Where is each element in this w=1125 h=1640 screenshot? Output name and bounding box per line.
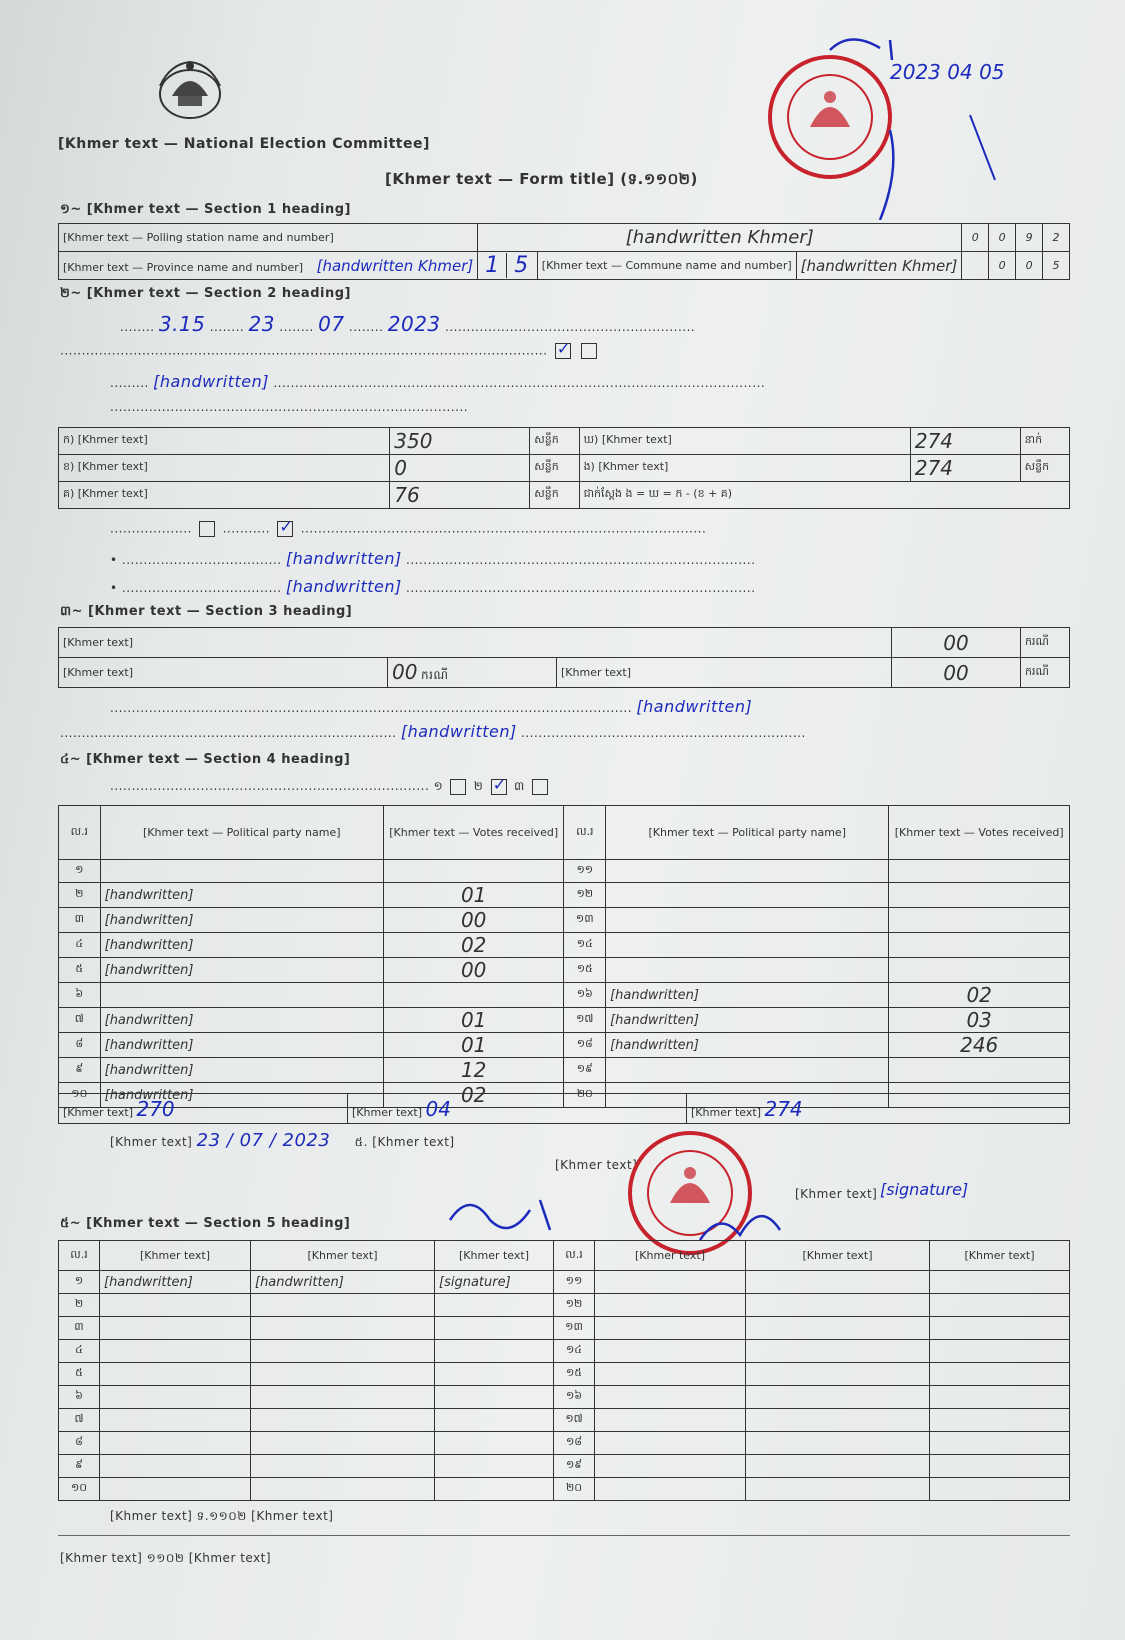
s4-col-votes: [Khmer text — Votes received] <box>383 806 564 860</box>
committee-name: [Khmer text — National Election Committee] <box>58 136 430 152</box>
table-row <box>59 1455 1070 1478</box>
s2-checkbox-a[interactable] <box>199 521 215 537</box>
agent-name <box>100 1340 251 1363</box>
s5-col-no: ល.រ <box>554 1241 595 1271</box>
table-row <box>59 1271 1070 1294</box>
s4-paper-line: .......................................................................... ១ ២ ✓ ៣ <box>110 778 1010 796</box>
party-name <box>100 860 383 883</box>
table-row <box>59 1386 1070 1409</box>
s3-row2-mid-label: [Khmer text] <box>557 658 892 688</box>
handwritten-stamp-annotation-icon <box>820 20 1020 220</box>
s4-total-invalid-label: [Khmer text] <box>352 1105 422 1119</box>
party-name: [handwritten] <box>100 1058 383 1083</box>
s4-total-valid: 270 <box>136 1096 175 1121</box>
table-row <box>59 860 1070 883</box>
s2-item-k-value: 350 <box>390 428 530 455</box>
agent-party <box>746 1409 930 1432</box>
s2-checkbox-b[interactable] <box>277 521 293 537</box>
s2-unit: សន្លឹក <box>530 428 579 455</box>
agent-party <box>746 1294 930 1317</box>
party-votes <box>889 958 1070 983</box>
agent-name <box>595 1386 746 1409</box>
s5-col-no: ល.រ <box>59 1241 100 1271</box>
s1-row1-label: [Khmer text — Polling station name and number] <box>59 224 478 252</box>
row-number: ២០ <box>564 1083 606 1108</box>
agent-party <box>746 1478 930 1501</box>
s2-day: 23 <box>248 312 275 336</box>
agent-signature <box>930 1455 1070 1478</box>
party-votes <box>889 933 1070 958</box>
s3-unit: ករណី <box>420 668 449 682</box>
agent-name <box>100 1432 251 1455</box>
agent-party <box>251 1363 435 1386</box>
agent-party <box>746 1386 930 1409</box>
section2-heading: ២~ [Khmer text — Section 2 heading] <box>60 286 351 301</box>
form-title: [Khmer text — Form title] (ទ.១១០២) <box>385 170 698 188</box>
party-name <box>606 933 889 958</box>
agent-name <box>100 1478 251 1501</box>
section4-heading: ៤~ [Khmer text — Section 4 heading] <box>60 752 351 767</box>
row-number: ១០ <box>59 1083 101 1108</box>
row-number: ១៥ <box>564 958 606 983</box>
party-votes <box>383 860 564 883</box>
s2-item-k-label: ក) [Khmer text] <box>59 428 390 455</box>
row-number: ២ <box>59 1294 100 1317</box>
row-number: ៥ <box>59 1363 100 1386</box>
s2-bullet1: • ..................................... [handwritten] ................................................................................. <box>110 549 756 568</box>
s1-digit: 0 <box>1016 252 1043 280</box>
row-number: ១៨ <box>554 1432 595 1455</box>
row-number: ៣ <box>59 908 101 933</box>
s4-col-votes: [Khmer text — Votes received] <box>889 806 1070 860</box>
row-number: ២០ <box>554 1478 595 1501</box>
s5-signature-table <box>58 1240 1070 1501</box>
s3-row2-label: [Khmer text] <box>59 658 388 688</box>
agent-signature <box>930 1340 1070 1363</box>
table-row <box>59 1363 1070 1386</box>
party-votes: 01 <box>383 883 564 908</box>
party-votes <box>889 1058 1070 1083</box>
s1-digit: 5 <box>506 253 535 278</box>
table-row <box>59 1340 1070 1363</box>
row-number: ៦ <box>59 983 101 1008</box>
s4-date-label: [Khmer text] <box>110 1135 193 1149</box>
party-votes <box>889 860 1070 883</box>
agent-name <box>595 1271 746 1294</box>
s2-intro-line: ................................................................................... <box>110 400 469 414</box>
party-name: [handwritten] <box>100 883 383 908</box>
agent-signature <box>435 1317 554 1340</box>
party-name <box>100 983 383 1008</box>
agent-name <box>100 1386 251 1409</box>
party-votes: 00 <box>383 958 564 983</box>
party-votes <box>383 983 564 1008</box>
party-name: [handwritten] <box>606 983 889 1008</box>
row-number: ៣ <box>59 1317 100 1340</box>
agent-name <box>595 1317 746 1340</box>
agent-name <box>595 1340 746 1363</box>
party-votes: 02 <box>383 1083 564 1108</box>
s5-col-sign: [Khmer text] <box>930 1241 1070 1271</box>
row-number: ១៥ <box>554 1363 595 1386</box>
table-row <box>59 958 1070 983</box>
row-number: ១១ <box>554 1271 595 1294</box>
agent-signature <box>435 1432 554 1455</box>
row-number: ១៣ <box>564 908 606 933</box>
table-row <box>59 1478 1070 1501</box>
agent-signature <box>930 1317 1070 1340</box>
section3-heading: ៣~ [Khmer text — Section 3 heading] <box>60 604 353 619</box>
table-row <box>59 883 1070 908</box>
party-name <box>606 1058 889 1083</box>
s2-item-kh-label: ខ) [Khmer text] <box>59 455 390 482</box>
s2-item-y-value: 274 <box>910 428 1020 455</box>
agent-signature <box>435 1294 554 1317</box>
party-name: [handwritten] <box>100 1083 383 1108</box>
agent-name <box>100 1409 251 1432</box>
agent-party <box>746 1340 930 1363</box>
s4-results-table <box>58 805 1070 1108</box>
agent-signature <box>930 1271 1070 1294</box>
s1-digit: 5 <box>1043 252 1070 280</box>
party-votes: 02 <box>383 933 564 958</box>
s3-row1-value: 00 <box>892 628 1021 658</box>
agent-party <box>251 1340 435 1363</box>
agent-signature <box>435 1478 554 1501</box>
s1-row2-mid-label: [Khmer text — Commune name and number] <box>537 252 796 280</box>
s2-unit: នាក់ <box>1020 428 1069 455</box>
row-number: ៤ <box>59 1340 100 1363</box>
agent-party <box>746 1363 930 1386</box>
s2-notes-value: [handwritten] <box>153 372 270 391</box>
party-name: [handwritten] <box>100 958 383 983</box>
row-number: ១ <box>59 860 101 883</box>
s4-checkbox-1[interactable] <box>450 779 466 795</box>
agent-name <box>595 1478 746 1501</box>
row-number: ១០ <box>59 1478 100 1501</box>
agent-signature <box>930 1386 1070 1409</box>
table-row <box>59 1294 1070 1317</box>
row-number: ៦ <box>59 1386 100 1409</box>
party-name: [handwritten] <box>100 1008 383 1033</box>
table-row <box>59 1409 1070 1432</box>
row-number: ១៩ <box>554 1455 595 1478</box>
s4-checkbox-2[interactable] <box>491 779 507 795</box>
s4-total-box-label: [Khmer text] <box>691 1105 761 1119</box>
s2-unit: សន្លឹក <box>530 455 579 482</box>
s2-check-line: ................... ........... ✓ .............................................................................................. <box>110 521 1060 537</box>
row-number: ៥ <box>59 958 101 983</box>
s2-item-ng-value: 274 <box>910 455 1020 482</box>
party-votes: 01 <box>383 1008 564 1033</box>
s4-col-no: ល.រ <box>59 806 101 860</box>
party-name: [handwritten] <box>100 1033 383 1058</box>
agent-name <box>100 1294 251 1317</box>
party-name <box>606 958 889 983</box>
row-number: ១៧ <box>564 1008 606 1033</box>
s2-month: 07 <box>318 312 345 336</box>
agent-name <box>595 1363 746 1386</box>
row-number: ៨ <box>59 1033 101 1058</box>
s2-formula: ជាក់ស្តែង ង = ឃ = ក - (ខ + គ) <box>579 482 1069 509</box>
party-name <box>606 908 889 933</box>
agent-party <box>251 1478 435 1501</box>
s4-total-box: 274 <box>764 1096 803 1121</box>
party-votes: 01 <box>383 1033 564 1058</box>
agent-signature: [signature] <box>435 1271 554 1294</box>
agent-signature <box>435 1340 554 1363</box>
party-name: [handwritten] <box>606 1033 889 1058</box>
s3-row1-label: [Khmer text] <box>59 628 892 658</box>
s2-checkbox-no[interactable] <box>581 343 597 359</box>
table-row <box>59 1317 1070 1340</box>
s4-date-line <box>110 1130 455 1152</box>
table-row <box>59 1033 1070 1058</box>
party-name: [handwritten] <box>606 1008 889 1033</box>
s4-col-party: [Khmer text — Political party name] <box>100 806 383 860</box>
s1-row2-value2: [handwritten Khmer] <box>796 252 962 280</box>
s3-row2-value: 00 <box>392 660 418 684</box>
row-number: ៤ <box>59 933 101 958</box>
party-name <box>606 860 889 883</box>
agent-name <box>100 1317 251 1340</box>
row-number: ១៤ <box>554 1340 595 1363</box>
party-name <box>606 883 889 908</box>
footer-divider <box>58 1535 1070 1536</box>
row-number: ១៦ <box>564 983 606 1008</box>
s4-total-invalid: 04 <box>425 1096 451 1121</box>
agent-name <box>595 1409 746 1432</box>
party-votes: 00 <box>383 908 564 933</box>
row-number: ៩ <box>59 1058 101 1083</box>
s5-col-name: [Khmer text] <box>595 1241 746 1271</box>
row-number: ១២ <box>564 883 606 908</box>
s5-col-name: [Khmer text] <box>100 1241 251 1271</box>
party-votes <box>889 883 1070 908</box>
table-row <box>59 933 1070 958</box>
party-votes: 246 <box>889 1033 1070 1058</box>
s2-year: 2023 <box>387 312 441 336</box>
agent-signature <box>930 1478 1070 1501</box>
s2-item-g-value: 76 <box>390 482 530 509</box>
s1-digit: 1 <box>485 253 500 278</box>
s2-item-kh-value: 0 <box>390 455 530 482</box>
s5-col-party: [Khmer text] <box>251 1241 435 1271</box>
agent-name <box>595 1294 746 1317</box>
agent-party <box>251 1409 435 1432</box>
s2-checkbox-yes[interactable] <box>555 343 571 359</box>
agent-signature <box>930 1432 1070 1455</box>
row-number: ១៣ <box>554 1317 595 1340</box>
agent-name: [handwritten] <box>100 1271 251 1294</box>
agent-party <box>746 1455 930 1478</box>
s1-row2-value: [handwritten Khmer] <box>316 256 474 275</box>
agent-party: [handwritten] <box>251 1271 435 1294</box>
row-number: ៨ <box>59 1432 100 1455</box>
agent-name <box>100 1363 251 1386</box>
section3-table <box>58 627 1070 688</box>
row-number: ១៨ <box>564 1033 606 1058</box>
agent-party <box>251 1317 435 1340</box>
row-number: ១ <box>59 1271 100 1294</box>
s2-time-line: ........ 3.15 ........ 23 ........ 07 ........ 2023 .......................................................... <box>120 312 696 336</box>
s1-digit: 0 <box>989 252 1016 280</box>
s3-row2-value2: 00 <box>892 658 1021 688</box>
row-number: ១៩ <box>564 1058 606 1083</box>
s4-col-no: ល.រ <box>564 806 606 860</box>
table-row <box>59 983 1070 1008</box>
s2-time: 3.15 <box>158 312 206 336</box>
s1-digit: 0 <box>989 224 1016 252</box>
agent-party <box>746 1271 930 1294</box>
agent-name <box>100 1455 251 1478</box>
row-number: ១១ <box>564 860 606 883</box>
s2-item-y-label: ឃ) [Khmer text] <box>579 428 910 455</box>
agent-signature <box>930 1294 1070 1317</box>
agent-signature <box>435 1386 554 1409</box>
s1-digit: 0 <box>962 224 989 252</box>
stamp-handwritten-date: 2023 04 05 <box>890 60 1005 84</box>
agent-signature <box>435 1455 554 1478</box>
party-name: [handwritten] <box>100 908 383 933</box>
party-votes: 02 <box>889 983 1070 1008</box>
s2-unit: សន្លឹក <box>530 482 579 509</box>
s2-bullet2: • ..................................... [handwritten] ................................................................................. <box>110 577 756 596</box>
row-number: ៩ <box>59 1455 100 1478</box>
s5-col-sign: [Khmer text] <box>435 1241 554 1271</box>
party-votes: 12 <box>383 1058 564 1083</box>
s4-total-valid-label: [Khmer text] <box>63 1105 133 1119</box>
party-votes: 03 <box>889 1008 1070 1033</box>
party-votes <box>889 908 1070 933</box>
section1-heading: ១~ [Khmer text — Section 1 heading] <box>60 202 351 217</box>
party-name: [handwritten] <box>100 933 383 958</box>
s4-secretary-sign: [signature] <box>880 1180 969 1199</box>
s5-col-party: [Khmer text] <box>746 1241 930 1271</box>
s3-note-line2: .............................................................................. [handwritten] .................................................................. <box>60 722 806 741</box>
row-number: ៧ <box>59 1409 100 1432</box>
table-row <box>59 908 1070 933</box>
agent-name <box>595 1432 746 1455</box>
s4-checkbox-3[interactable] <box>532 779 548 795</box>
row-number: ១៦ <box>554 1386 595 1409</box>
s1-row1-value: [handwritten Khmer] <box>478 224 962 252</box>
agent-party <box>746 1317 930 1340</box>
s2-counts-table <box>58 427 1070 509</box>
table-row <box>59 1432 1070 1455</box>
footer-form-ref: [Khmer text] ១១០២ [Khmer text] <box>60 1551 272 1565</box>
section5-heading: ៥~ [Khmer text — Section 5 heading] <box>60 1216 351 1231</box>
s3-unit: ករណី <box>1021 658 1070 688</box>
table-row <box>59 1058 1070 1083</box>
s3-unit: ករណី <box>1021 628 1070 658</box>
row-number: ១៧ <box>554 1409 595 1432</box>
s4-committee-label: ៥. [Khmer text] <box>354 1135 455 1149</box>
row-number: ១៤ <box>564 933 606 958</box>
s1-digit: 9 <box>1016 224 1043 252</box>
agent-party <box>251 1432 435 1455</box>
agent-signature <box>435 1409 554 1432</box>
footer-note: [Khmer text] ទ.១១០២ [Khmer text] <box>110 1509 334 1523</box>
s4-secretary-label: [Khmer text] <box>795 1187 878 1201</box>
s2-line2: ................................................................................................................. ✓ <box>60 343 1060 359</box>
s4-totals-table <box>58 1093 1070 1124</box>
agent-party <box>251 1386 435 1409</box>
row-number: ១២ <box>554 1294 595 1317</box>
agent-party <box>746 1432 930 1455</box>
s4-col-party: [Khmer text — Political party name] <box>606 806 889 860</box>
agent-signature <box>930 1363 1070 1386</box>
agent-party <box>251 1455 435 1478</box>
agent-party <box>251 1294 435 1317</box>
s2-item-g-label: គ) [Khmer text] <box>59 482 390 509</box>
section1-table <box>58 223 1070 280</box>
agent-name <box>595 1455 746 1478</box>
s4-date: 23 / 07 / 2023 <box>196 1130 331 1151</box>
s1-digit: 2 <box>1043 224 1070 252</box>
s2-item-ng-label: ង) [Khmer text] <box>579 455 910 482</box>
s2-unit: សន្លឹក <box>1020 455 1069 482</box>
s3-note-line1: ......................................................................................................................... [handwritten] <box>110 697 753 716</box>
s1-row2-label: [Khmer text — Province name and number] <box>63 260 304 274</box>
agent-signature <box>930 1409 1070 1432</box>
agent-signature <box>435 1363 554 1386</box>
row-number: ២ <box>59 883 101 908</box>
emblem-logo-icon <box>150 56 230 122</box>
s4-chair-label: [Khmer text] <box>555 1158 638 1172</box>
table-row <box>59 1008 1070 1033</box>
s2-notes-line: ......... [handwritten] .................................................................................................................. <box>110 372 766 391</box>
row-number: ៧ <box>59 1008 101 1033</box>
